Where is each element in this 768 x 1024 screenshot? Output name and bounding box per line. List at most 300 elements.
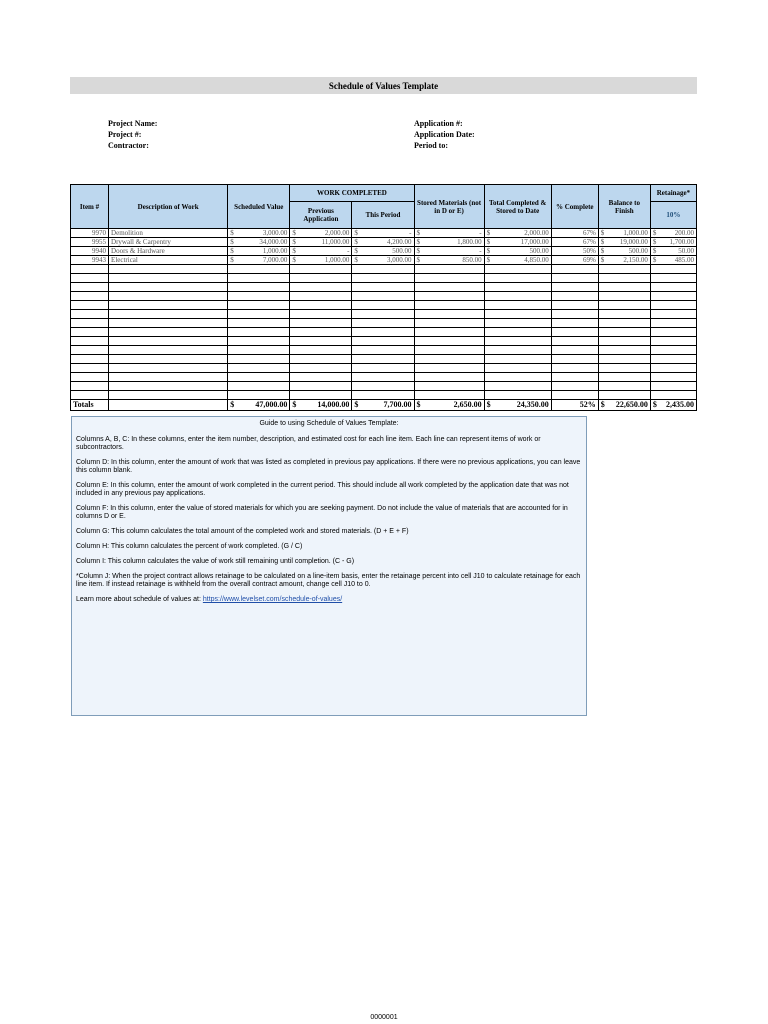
empty-cell[interactable] [228, 301, 290, 310]
sheet-title: Schedule of Values Template [70, 77, 697, 94]
amount: 14,000.00 [317, 400, 350, 409]
empty-row [71, 265, 697, 274]
empty-cell[interactable] [109, 292, 228, 301]
empty-cell[interactable] [228, 346, 290, 355]
empty-row [71, 391, 697, 400]
header-description: Description of Work [109, 185, 228, 229]
total-this-period[interactable] [352, 400, 414, 411]
currency-symbol: $ [652, 238, 657, 246]
amount: 2,650.00 [453, 400, 482, 409]
header-this-period: This Period [352, 202, 414, 229]
empty-row [71, 301, 697, 310]
currency-symbol: $ [354, 256, 358, 264]
header-work-completed: WORK COMPLETED [290, 185, 414, 202]
empty-cell[interactable] [290, 292, 352, 301]
empty-cell[interactable] [352, 283, 414, 292]
empty-cell[interactable] [484, 310, 551, 319]
amount: 485.00 [674, 256, 694, 264]
empty-cell[interactable] [109, 382, 228, 391]
amount: 1,000.00 [262, 247, 288, 255]
total-stored-materials[interactable] [414, 400, 484, 411]
empty-cell[interactable] [551, 373, 598, 382]
currency-symbol: $ [486, 238, 491, 246]
empty-cell[interactable] [650, 364, 696, 373]
amount: - [479, 229, 482, 237]
empty-cell[interactable] [484, 391, 551, 400]
amount: 3,000.00 [387, 256, 412, 264]
empty-cell[interactable] [484, 346, 551, 355]
empty-cell[interactable] [71, 328, 109, 337]
empty-cell[interactable] [352, 319, 414, 328]
empty-cell[interactable] [290, 319, 352, 328]
amount: 1,700.00 [669, 238, 694, 246]
empty-cell[interactable] [290, 301, 352, 310]
amount: 2,435.00 [666, 400, 694, 409]
empty-cell[interactable] [109, 346, 228, 355]
empty-cell[interactable] [71, 301, 109, 310]
empty-cell[interactable] [650, 283, 696, 292]
empty-cell[interactable] [414, 346, 484, 355]
empty-cell[interactable] [551, 328, 598, 337]
empty-cell[interactable] [414, 301, 484, 310]
empty-cell[interactable] [109, 265, 228, 274]
empty-cell[interactable] [352, 265, 414, 274]
empty-cell[interactable] [598, 382, 650, 391]
item-number-cell[interactable]: 9970 [71, 229, 109, 238]
empty-cell[interactable] [598, 310, 650, 319]
amount: 2,000.00 [524, 229, 549, 237]
empty-cell[interactable] [290, 337, 352, 346]
empty-cell[interactable] [598, 319, 650, 328]
total-previous-application[interactable] [290, 400, 352, 411]
empty-cell[interactable] [109, 310, 228, 319]
amount: 7,700.00 [383, 400, 412, 409]
amount: 200.00 [674, 229, 694, 237]
amount: 4,200.00 [387, 238, 412, 246]
pct-complete-cell[interactable]: 67% [551, 229, 598, 238]
pct-complete-cell[interactable]: 50% [551, 247, 598, 256]
empty-cell[interactable] [71, 274, 109, 283]
guide-paragraph: Column D: In this column, enter the amount of work that was listed as completed in previous pay applications. If there were no previous applications, you can leave this column blank. [76, 459, 581, 474]
empty-cell[interactable] [551, 310, 598, 319]
empty-row [71, 382, 697, 391]
empty-cell[interactable] [484, 292, 551, 301]
empty-cell[interactable] [484, 283, 551, 292]
amount: 47,000.00 [255, 400, 288, 409]
retainage-cell[interactable] [650, 229, 696, 238]
empty-cell[interactable] [414, 391, 484, 400]
empty-cell[interactable] [414, 274, 484, 283]
empty-cell[interactable] [598, 274, 650, 283]
empty-cell[interactable] [228, 328, 290, 337]
empty-cell[interactable] [484, 265, 551, 274]
balance-cell[interactable] [598, 238, 650, 247]
empty-cell[interactable] [414, 364, 484, 373]
empty-cell[interactable] [484, 355, 551, 364]
empty-cell[interactable] [228, 310, 290, 319]
empty-cell[interactable] [414, 310, 484, 319]
empty-cell[interactable] [71, 355, 109, 364]
empty-cell[interactable] [352, 310, 414, 319]
retainage-percent-input[interactable]: 10% [650, 202, 696, 229]
empty-cell[interactable] [650, 292, 696, 301]
stored-materials-cell[interactable] [414, 229, 484, 238]
scheduled-value-cell[interactable] [228, 247, 290, 256]
empty-cell[interactable] [71, 265, 109, 274]
total-completed-cell[interactable] [484, 238, 551, 247]
empty-cell[interactable] [484, 382, 551, 391]
empty-cell[interactable] [598, 328, 650, 337]
empty-cell[interactable] [484, 301, 551, 310]
amount: 11,000.00 [321, 238, 350, 246]
empty-cell[interactable] [551, 274, 598, 283]
empty-cell[interactable] [414, 337, 484, 346]
currency-symbol: $ [230, 247, 234, 255]
header-item: Item # [71, 185, 109, 229]
table-row [71, 238, 697, 247]
empty-cell[interactable] [228, 355, 290, 364]
empty-cell[interactable] [650, 373, 696, 382]
retainage-cell[interactable] [650, 238, 696, 247]
empty-cell[interactable] [352, 274, 414, 283]
previous-application-cell[interactable] [290, 256, 352, 265]
currency-symbol: $ [416, 400, 421, 409]
empty-cell[interactable] [484, 328, 551, 337]
empty-cell[interactable] [414, 373, 484, 382]
balance-cell[interactable] [598, 247, 650, 256]
application-date-label: Application Date: [414, 130, 475, 139]
header-scheduled-value: Scheduled Value [228, 185, 290, 229]
currency-symbol: $ [292, 247, 296, 255]
empty-cell[interactable] [352, 373, 414, 382]
empty-cell[interactable] [71, 292, 109, 301]
empty-cell[interactable] [598, 292, 650, 301]
retainage-cell[interactable] [650, 256, 696, 265]
empty-cell[interactable] [109, 391, 228, 400]
empty-cell[interactable] [484, 364, 551, 373]
empty-cell[interactable] [109, 319, 228, 328]
empty-row [71, 328, 697, 337]
empty-cell[interactable] [290, 364, 352, 373]
empty-cell[interactable] [650, 391, 696, 400]
empty-cell[interactable] [414, 265, 484, 274]
empty-cell[interactable] [71, 373, 109, 382]
project-info-right [414, 118, 475, 151]
amount: 500.00 [628, 247, 648, 255]
pct-complete-cell[interactable]: 69% [551, 256, 598, 265]
total-retainage[interactable] [650, 400, 696, 411]
guide-paragraph: Column F: In this column, enter the value of stored materials for which you are seeking payment. Do not include the value of materials that are accounted for in columns D or E. [76, 505, 568, 520]
empty-cell[interactable] [551, 265, 598, 274]
empty-cell[interactable] [414, 283, 484, 292]
empty-cell[interactable] [290, 373, 352, 382]
empty-cell[interactable] [551, 355, 598, 364]
empty-cell[interactable] [352, 337, 414, 346]
amount: - [347, 247, 350, 255]
empty-cell[interactable] [71, 319, 109, 328]
empty-cell[interactable] [71, 364, 109, 373]
table-row [71, 229, 697, 238]
empty-cell[interactable] [598, 283, 650, 292]
empty-cell[interactable] [352, 328, 414, 337]
total-completed[interactable] [484, 400, 551, 411]
empty-cell[interactable] [650, 355, 696, 364]
item-number-cell[interactable]: 9955 [71, 238, 109, 247]
guide-paragraph: Column G: This column calculates the total amount of the completed work and stored materials. (D + E + F) [76, 528, 409, 535]
balance-cell[interactable] [598, 229, 650, 238]
empty-cell[interactable] [109, 373, 228, 382]
empty-row [71, 283, 697, 292]
empty-cell[interactable] [290, 391, 352, 400]
previous-application-cell[interactable] [290, 247, 352, 256]
balance-cell[interactable] [598, 256, 650, 265]
total-pct-complete[interactable]: 52% [551, 400, 598, 411]
item-number-cell[interactable]: 9940 [71, 247, 109, 256]
empty-cell[interactable] [551, 346, 598, 355]
scheduled-value-cell[interactable] [228, 256, 290, 265]
amount: 3,000.00 [262, 229, 288, 237]
amount: 1,800.00 [457, 238, 482, 246]
totals-blank[interactable] [109, 400, 228, 411]
empty-cell[interactable] [414, 382, 484, 391]
amount: 1,000.00 [623, 229, 648, 237]
amount: 4,850.00 [524, 256, 549, 264]
empty-cell[interactable] [228, 292, 290, 301]
stored-materials-cell[interactable] [414, 238, 484, 247]
empty-cell[interactable] [109, 274, 228, 283]
currency-symbol: $ [486, 256, 491, 264]
empty-cell[interactable] [551, 283, 598, 292]
table-row [71, 247, 697, 256]
page-footer: 0000001 [370, 1014, 398, 1021]
empty-cell[interactable] [551, 337, 598, 346]
empty-cell[interactable] [598, 391, 650, 400]
header-pct-complete: % Complete [551, 185, 598, 229]
guide-paragraph: Column H: This column calculates the percent of work completed. (G / C) [76, 543, 303, 550]
empty-cell[interactable] [598, 265, 650, 274]
currency-symbol: $ [600, 256, 605, 264]
empty-cell[interactable] [228, 382, 290, 391]
empty-cell[interactable] [352, 346, 414, 355]
empty-cell[interactable] [551, 319, 598, 328]
empty-cell[interactable] [290, 346, 352, 355]
header-balance: Balance to Finish [598, 185, 650, 229]
empty-cell[interactable] [71, 310, 109, 319]
learn-more-text: Learn more about schedule of values at: [76, 596, 201, 603]
empty-cell[interactable] [228, 274, 290, 283]
empty-cell[interactable] [598, 337, 650, 346]
amount: - [479, 247, 482, 255]
empty-cell[interactable] [290, 310, 352, 319]
empty-cell[interactable] [228, 364, 290, 373]
guide-paragraph: *Column J: When the project contract allows retainage to be calculated on a line-item basis, enter the retainage percent into cell J10 to calculate retainage for each line item. If instead retainage is withheld from the overall contract amount, change cell J10 to 0. [76, 573, 581, 588]
currency-symbol: $ [230, 238, 234, 246]
retainage-cell[interactable] [650, 247, 696, 256]
currency-symbol: $ [652, 256, 657, 264]
empty-cell[interactable] [414, 292, 484, 301]
scheduled-value-cell[interactable] [228, 238, 290, 247]
empty-cell[interactable] [551, 301, 598, 310]
currency-symbol: $ [292, 256, 296, 264]
empty-cell[interactable] [484, 373, 551, 382]
empty-cell[interactable] [598, 364, 650, 373]
currency-symbol: $ [230, 256, 234, 264]
empty-cell[interactable] [109, 355, 228, 364]
total-completed-cell[interactable] [484, 256, 551, 265]
table-row [71, 256, 697, 265]
empty-cell[interactable] [484, 319, 551, 328]
total-completed-cell[interactable] [484, 229, 551, 238]
empty-cell[interactable] [71, 391, 109, 400]
item-number-cell[interactable]: 9943 [71, 256, 109, 265]
empty-cell[interactable] [414, 355, 484, 364]
empty-cell[interactable] [228, 391, 290, 400]
empty-cell[interactable] [352, 391, 414, 400]
pct-complete-cell[interactable]: 67% [551, 238, 598, 247]
currency-symbol: $ [600, 400, 605, 409]
previous-application-cell[interactable] [290, 238, 352, 247]
currency-symbol: $ [600, 229, 605, 237]
empty-cell[interactable] [551, 292, 598, 301]
empty-cell[interactable] [109, 283, 228, 292]
empty-cell[interactable] [290, 265, 352, 274]
previous-application-cell[interactable] [290, 229, 352, 238]
empty-cell[interactable] [598, 346, 650, 355]
empty-row [71, 364, 697, 373]
empty-cell[interactable] [352, 355, 414, 364]
amount: 7,000.00 [262, 256, 288, 264]
empty-cell[interactable] [228, 319, 290, 328]
empty-cell[interactable] [109, 364, 228, 373]
currency-symbol: $ [416, 247, 421, 255]
empty-cell[interactable] [71, 337, 109, 346]
header-retainage: Retainage* [650, 185, 696, 202]
empty-cell[interactable] [290, 328, 352, 337]
description-cell[interactable]: Doors & Hardware [109, 247, 228, 256]
empty-cell[interactable] [228, 265, 290, 274]
empty-cell[interactable] [551, 391, 598, 400]
empty-cell[interactable] [598, 373, 650, 382]
empty-cell[interactable] [650, 319, 696, 328]
description-cell[interactable]: Electrical [109, 256, 228, 265]
description-cell[interactable]: Demolition [109, 229, 228, 238]
stored-materials-cell[interactable] [414, 247, 484, 256]
stored-materials-cell[interactable] [414, 256, 484, 265]
empty-cell[interactable] [650, 337, 696, 346]
totals-label[interactable]: Totals [71, 400, 109, 411]
description-cell[interactable]: Drywall & Carpentry [109, 238, 228, 247]
project-info-left [108, 118, 157, 151]
empty-cell[interactable] [71, 283, 109, 292]
empty-cell[interactable] [228, 373, 290, 382]
empty-cell[interactable] [352, 364, 414, 373]
total-completed-cell[interactable] [484, 247, 551, 256]
empty-cell[interactable] [228, 337, 290, 346]
scheduled-value-cell[interactable] [228, 229, 290, 238]
amount: 24,350.00 [516, 400, 549, 409]
empty-cell[interactable] [228, 283, 290, 292]
empty-cell[interactable] [650, 265, 696, 274]
empty-cell[interactable] [650, 346, 696, 355]
this-period-cell[interactable] [352, 256, 414, 265]
amount: 34,000.00 [259, 238, 288, 246]
empty-cell[interactable] [551, 382, 598, 391]
amount: 50.00 [678, 247, 694, 255]
currency-symbol: $ [652, 400, 657, 409]
empty-cell[interactable] [290, 355, 352, 364]
empty-row [71, 337, 697, 346]
empty-cell[interactable] [551, 364, 598, 373]
currency-symbol: $ [652, 247, 657, 255]
empty-cell[interactable] [109, 301, 228, 310]
currency-symbol: $ [416, 238, 421, 246]
empty-cell[interactable] [352, 382, 414, 391]
empty-row [71, 355, 697, 364]
empty-cell[interactable] [290, 283, 352, 292]
empty-cell[interactable] [598, 355, 650, 364]
currency-symbol: $ [486, 229, 491, 237]
empty-row [71, 274, 697, 283]
empty-cell[interactable] [290, 382, 352, 391]
empty-cell[interactable] [650, 382, 696, 391]
empty-cell[interactable] [650, 310, 696, 319]
empty-cell[interactable] [650, 274, 696, 283]
amount: 2,150.00 [623, 256, 648, 264]
empty-cell[interactable] [109, 328, 228, 337]
guide-box [71, 416, 587, 716]
project-name-label: Project Name: [108, 119, 158, 128]
empty-row [71, 373, 697, 382]
total-scheduled-value[interactable] [228, 400, 290, 411]
period-to-label: Period to: [414, 141, 448, 150]
empty-cell[interactable] [484, 337, 551, 346]
currency-symbol: $ [416, 229, 421, 237]
currency-symbol: $ [416, 256, 421, 264]
empty-row [71, 319, 697, 328]
this-period-cell[interactable] [352, 238, 414, 247]
empty-cell[interactable] [352, 292, 414, 301]
amount: 850.00 [462, 256, 482, 264]
currency-symbol: $ [230, 400, 235, 409]
empty-cell[interactable] [71, 382, 109, 391]
this-period-cell[interactable] [352, 229, 414, 238]
currency-symbol: $ [354, 400, 359, 409]
this-period-cell[interactable] [352, 247, 414, 256]
empty-cell[interactable] [484, 274, 551, 283]
amount: 500.00 [529, 247, 549, 255]
empty-cell[interactable] [109, 337, 228, 346]
currency-symbol: $ [486, 400, 491, 409]
empty-cell[interactable] [414, 328, 484, 337]
empty-cell[interactable] [352, 301, 414, 310]
empty-cell[interactable] [598, 301, 650, 310]
header-previous-application: Previous Application [290, 202, 352, 229]
totals-row [71, 400, 697, 411]
empty-cell[interactable] [71, 346, 109, 355]
currency-symbol: $ [292, 400, 297, 409]
empty-cell[interactable] [290, 274, 352, 283]
currency-symbol: $ [292, 229, 296, 237]
levelset-link[interactable]: https://www.levelset.com/schedule-of-values/ [202, 596, 343, 603]
total-balance[interactable] [598, 400, 650, 411]
guide-paragraph: Column E: In this column, enter the amount of work completed in the current period. This should include all work completed by the application date that was not included in any previous pay applications. [76, 482, 569, 497]
currency-symbol: $ [354, 247, 358, 255]
header-total-completed: Total Completed & Stored to Date [484, 185, 551, 229]
empty-cell[interactable] [414, 319, 484, 328]
empty-cell[interactable] [650, 301, 696, 310]
amount: 19,000.00 [619, 238, 648, 246]
empty-cell[interactable] [650, 328, 696, 337]
